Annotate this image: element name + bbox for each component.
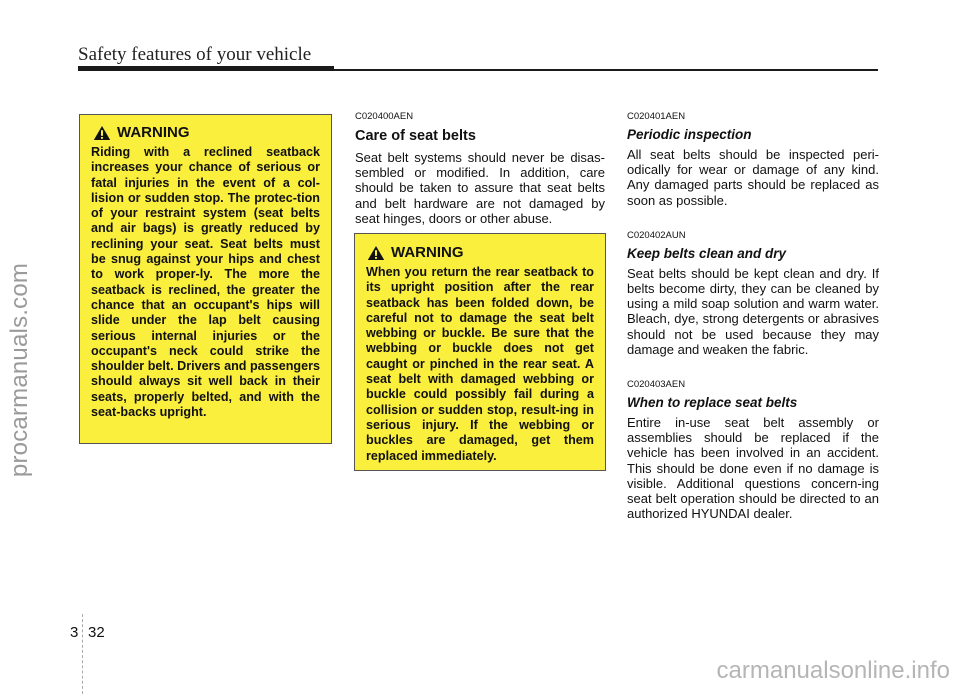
section-code: C020402AUN: [627, 229, 686, 241]
section-body: Entire in-use seat belt assembly or assemblies should be replaced if the vehicle has been involved in an accident. This should be done even if no damage is visible. Additional questions concern-ing seat belt operation should be directed to an authorized HYUNDAI dealer.: [627, 415, 879, 522]
warning-heading: [93, 124, 320, 141]
section-heading: When to replace seat belts: [627, 395, 798, 411]
bottom-watermark: carmanualsonline.info: [716, 657, 950, 684]
footer-divider: [82, 614, 83, 694]
section-heading: Care of seat belts: [355, 128, 476, 144]
header-rule-thick: [78, 66, 334, 71]
warning-triangle-icon: [367, 245, 385, 261]
page-header-title: Safety features of your vehicle: [78, 44, 312, 65]
right-column: [627, 111, 879, 521]
section-heading: Periodic inspection: [627, 127, 752, 142]
clean-section: [627, 230, 879, 357]
page-number: 32: [88, 624, 105, 641]
side-watermark-text: procarmanuals.com: [6, 262, 33, 478]
warning-title: WARNING: [391, 244, 464, 261]
section-body: Seat belts should be kept clean and dry. If belts become dirty, they can be cleaned by using a mild soap solution and warm water. Bleach, dye, strong detergents or abrasives should not be used because they may damage and weaken the fabric.: [627, 265, 879, 357]
warning-text: When you return the rear seatback to its upright position after the rear seatback has been folded down, be careful not to damage the seat belt webbing or buckle. Be sure that the webbing or buckle does not get caught or pinched in the rear seat. A seat belt with damaged webbing or buckle could possibly fail during a collision or sudden stop, result-ing in serious injury. If the webbing or buckles are damaged, get them replaced immediately.: [366, 265, 594, 463]
warning-text: Riding with a reclined seatback increases your chance of serious or fatal injuries in the event of a col-lision or sudden stop. The protec-tion of your restraint system (seat belts and air bags) is greatly reduced by reclining your seat. Seat belts must be snug against your hips and chest to work proper-ly. The more the seatback is reclined, the greater the chance that an occupant's hips will slide under the lap belt causing serious internal injuries or the occupant's neck could strike the shoulder belt. Drivers and passengers should always sit well back in their seats, properly belted, and with the seat-backs upright.: [91, 145, 320, 420]
section-code: C020403AEN: [627, 379, 686, 391]
section-body: All seat belts should be inspected peri-odically for wear or damage of any kind. Any damaged parts should be replaced as soon as possible.: [627, 147, 879, 208]
section-body: Seat belt systems should never be disas-sembled or modified. In addition, care should be taken to assure that seat belts and belt hardware are not damaged by seat hinges, doors or other abuse.: [355, 150, 605, 226]
replace-section: [627, 379, 879, 521]
warning-triangle-icon: [93, 125, 111, 141]
section-code: C020401AEN: [627, 111, 686, 122]
chapter-number: 3: [70, 624, 79, 641]
warning-box-reclined-seatback: [79, 114, 332, 444]
periodic-section: [627, 111, 879, 208]
side-watermark: [0, 240, 40, 500]
warning-heading: [367, 244, 594, 261]
care-section: [355, 111, 605, 226]
section-code: C020400AEN: [355, 111, 414, 122]
header-rule-thin: [334, 69, 878, 71]
warning-title: WARNING: [117, 124, 190, 141]
section-heading: Keep belts clean and dry: [627, 245, 787, 261]
warning-box-rear-seatback: [354, 233, 606, 471]
